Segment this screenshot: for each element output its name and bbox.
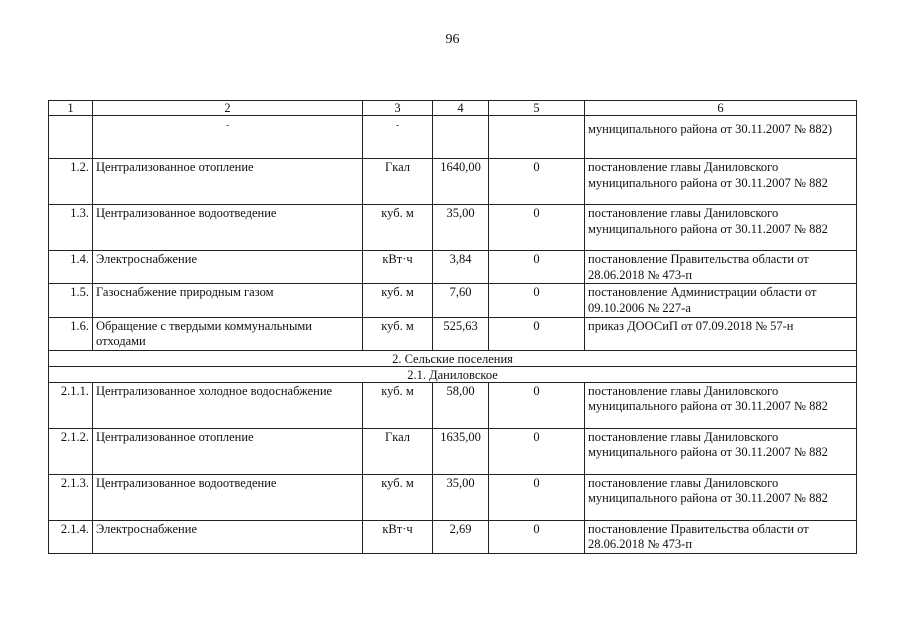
section-title: 2. Сельские поселения: [49, 350, 857, 366]
cell-value: 1635,00: [433, 428, 489, 474]
cell-number: 1.5.: [49, 284, 93, 317]
cell-unit: куб. м: [363, 284, 433, 317]
cell-service: Газоснабжение природным газом: [93, 284, 363, 317]
column-header: 1: [49, 101, 93, 116]
table-row: [49, 251, 857, 284]
table-header-row: [49, 101, 857, 116]
cell-number: [49, 116, 93, 159]
cell-value: 58,00: [433, 382, 489, 428]
cell-zero: 0: [489, 284, 585, 317]
cell-zero: 0: [489, 205, 585, 251]
cell-service: [93, 116, 363, 159]
cell-value: 7,60: [433, 284, 489, 317]
cell-unit: куб. м: [363, 317, 433, 350]
tariff-table: [48, 100, 857, 554]
cell-document: постановление главы Даниловского муниципального района от 30.11.2007 № 882: [585, 382, 857, 428]
cell-number: 1.3.: [49, 205, 93, 251]
column-header: 5: [489, 101, 585, 116]
dash-mark: -: [395, 120, 400, 131]
cell-unit: Гкал: [363, 428, 433, 474]
cell-value: 35,00: [433, 474, 489, 520]
cell-number: 2.1.3.: [49, 474, 93, 520]
section-row: [49, 350, 857, 366]
cell-document: муниципального района от 30.11.2007 № 882): [585, 116, 857, 159]
table-row: [49, 159, 857, 205]
cell-document: постановление главы Даниловского муниципального района от 30.11.2007 № 882: [585, 205, 857, 251]
cell-zero: 0: [489, 382, 585, 428]
cell-document: постановление главы Даниловского муниципального района от 30.11.2007 № 882: [585, 159, 857, 205]
table-row: [49, 317, 857, 350]
cell-zero: 0: [489, 159, 585, 205]
cell-service: Централизованное водоотведение: [93, 205, 363, 251]
cell-zero: 0: [489, 520, 585, 553]
table-row: [49, 520, 857, 553]
subsection-row: [49, 366, 857, 382]
cell-service: Электроснабжение: [93, 251, 363, 284]
cell-number: 2.1.4.: [49, 520, 93, 553]
cell-zero: [489, 116, 585, 159]
cell-zero: 0: [489, 428, 585, 474]
cell-unit: кВт·ч: [363, 251, 433, 284]
cell-number: 2.1.1.: [49, 382, 93, 428]
cell-service: Централизованное отопление: [93, 428, 363, 474]
cell-service: Централизованное холодное водоснабжение: [93, 382, 363, 428]
rows-group-a: [49, 159, 857, 351]
dash-mark: -: [225, 120, 230, 131]
cell-number: 1.6.: [49, 317, 93, 350]
table-row: [49, 205, 857, 251]
column-header: 4: [433, 101, 489, 116]
cell-value: 1640,00: [433, 159, 489, 205]
subsection-title: 2.1. Даниловское: [49, 366, 857, 382]
cell-service: Обращение с твердыми коммунальными отходами: [93, 317, 363, 350]
cell-number: 2.1.2.: [49, 428, 93, 474]
table-row: [49, 428, 857, 474]
page-number: 96: [445, 32, 460, 47]
rows-group-b: [49, 382, 857, 553]
table-row: [49, 382, 857, 428]
cell-zero: 0: [489, 251, 585, 284]
cell-value: 3,84: [433, 251, 489, 284]
table-row: [49, 474, 857, 520]
cell-document: постановление Правительства области от 28.06.2018 № 473-п: [585, 520, 857, 553]
cell-service: Централизованное отопление: [93, 159, 363, 205]
cell-unit: куб. м: [363, 382, 433, 428]
cell-document: приказ ДООСиП от 07.09.2018 № 57-н: [585, 317, 857, 350]
cell-zero: 0: [489, 317, 585, 350]
cell-value: [433, 116, 489, 159]
cell-unit: Гкал: [363, 159, 433, 205]
column-header: 6: [585, 101, 857, 116]
cell-value: 525,63: [433, 317, 489, 350]
cell-unit: [363, 116, 433, 159]
cell-unit: куб. м: [363, 205, 433, 251]
table-row: [49, 284, 857, 317]
cell-service: Электроснабжение: [93, 520, 363, 553]
cell-document: постановление главы Даниловского муниципального района от 30.11.2007 № 882: [585, 428, 857, 474]
cell-number: 1.4.: [49, 251, 93, 284]
column-header: 2: [93, 101, 363, 116]
cell-unit: куб. м: [363, 474, 433, 520]
cell-service: Централизованное водоотведение: [93, 474, 363, 520]
cell-value: 35,00: [433, 205, 489, 251]
cell-zero: 0: [489, 474, 585, 520]
cell-document: постановление Правительства области от 28.06.2018 № 473-п: [585, 251, 857, 284]
cell-value: 2,69: [433, 520, 489, 553]
cell-unit: кВт·ч: [363, 520, 433, 553]
cell-document: постановление Администрации области от 09.10.2006 № 227-а: [585, 284, 857, 317]
cell-document: постановление главы Даниловского муниципального района от 30.11.2007 № 882: [585, 474, 857, 520]
cell-number: 1.2.: [49, 159, 93, 205]
column-header: 3: [363, 101, 433, 116]
continuation-row: [49, 116, 857, 159]
